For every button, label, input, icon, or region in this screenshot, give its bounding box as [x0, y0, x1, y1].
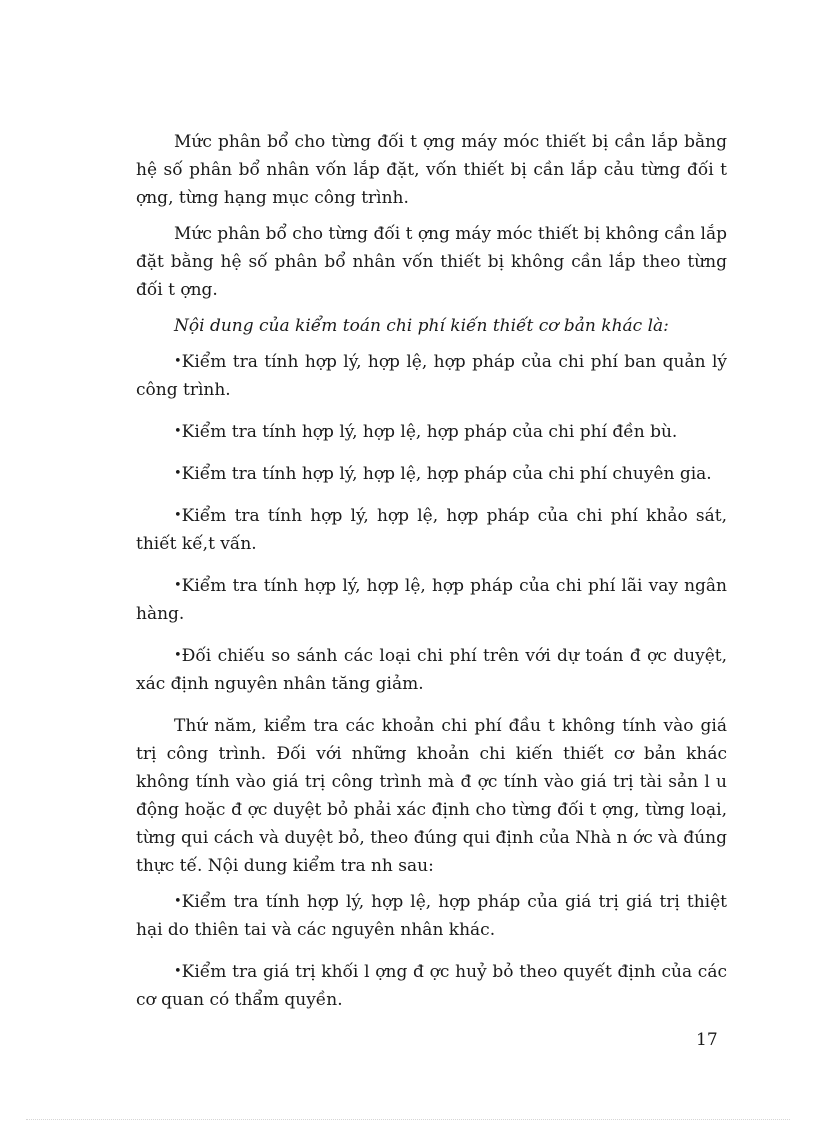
- paragraph-allocation-not-installed: Mức phân bổ cho từng đối t ợng máy móc thiết bị không cần lắp đặt bằng hệ số phân bổ nhân vốn thiết bị không cần lắp theo từng đối t ợng.: [136, 224, 727, 300]
- page-number: 17: [696, 1030, 718, 1050]
- bullet-icon: •: [174, 894, 182, 909]
- footer-divider: [26, 1119, 790, 1120]
- list-item: •Kiểm tra tính hợp lý, hợp lệ, hợp pháp của chi phí lãi vay ngân hàng.: [136, 576, 727, 624]
- list-item: •Kiểm tra tính hợp lý, hợp lệ, hợp pháp của chi phí chuyên gia.: [174, 464, 712, 484]
- paragraph-fifth-check: Thứ năm, kiểm tra các khoản chi phí đầu t không tính vào giá trị công trình. Đối với những khoản chi kiến thiết cơ bản khác không tính vào giá trị công trình mà đ ợc tính vào giá trị tài sản l u động hoặc đ ợc duyệt bỏ phải xác định cho từng đối t ợng, từng loại, từng qui cách và duyệt bỏ, theo đúng qui định của Nhà n ớc và đúng thực tế. Nội dung kiểm tra nh sau:: [136, 716, 727, 876]
- section-heading-other-costs: Nội dung của kiểm toán chi phí kiến thiết cơ bản khác là:: [174, 316, 669, 336]
- bullet-icon: •: [174, 354, 182, 369]
- bullet-icon: •: [174, 964, 182, 979]
- list-item: •Kiểm tra giá trị khối l ợng đ ợc huỷ bỏ theo quyết định của các cơ quan có thẩm quyền.: [136, 962, 727, 1010]
- list-item: •Kiểm tra tính hợp lý, hợp lệ, hợp pháp của chi phí ban quản lý công trình.: [136, 352, 727, 400]
- bullet-icon: •: [174, 578, 182, 593]
- list-item: •Kiểm tra tính hợp lý, hợp lệ, hợp pháp của chi phí khảo sát, thiết kế,t vấn.: [136, 506, 727, 554]
- bullet-icon: •: [174, 648, 182, 663]
- bullet-icon: •: [174, 508, 182, 523]
- paragraph-allocation-installed: Mức phân bổ cho từng đối t ợng máy móc thiết bị cần lắp bằng hệ số phân bổ nhân vốn lắp đặt, vốn thiết bị cần lắp cảu từng đối t ợng, từng hạng mục công trình.: [136, 132, 727, 208]
- list-item: •Kiểm tra tính hợp lý, hợp lệ, hợp pháp của giá trị giá trị thiệt hại do thiên tai và các nguyên nhân khác.: [136, 892, 727, 940]
- list-item: •Kiểm tra tính hợp lý, hợp lệ, hợp pháp của chi phí đền bù.: [174, 422, 678, 442]
- bullet-icon: •: [174, 466, 182, 481]
- list-item: •Đối chiếu so sánh các loại chi phí trên với dự toán đ ợc duyệt, xác định nguyên nhân tăng giảm.: [136, 646, 727, 694]
- bullet-list-checks: [136, 888, 727, 1014]
- bullet-icon: •: [174, 424, 182, 439]
- bullet-list-other-costs: [136, 348, 727, 698]
- page-body: [136, 128, 727, 1028]
